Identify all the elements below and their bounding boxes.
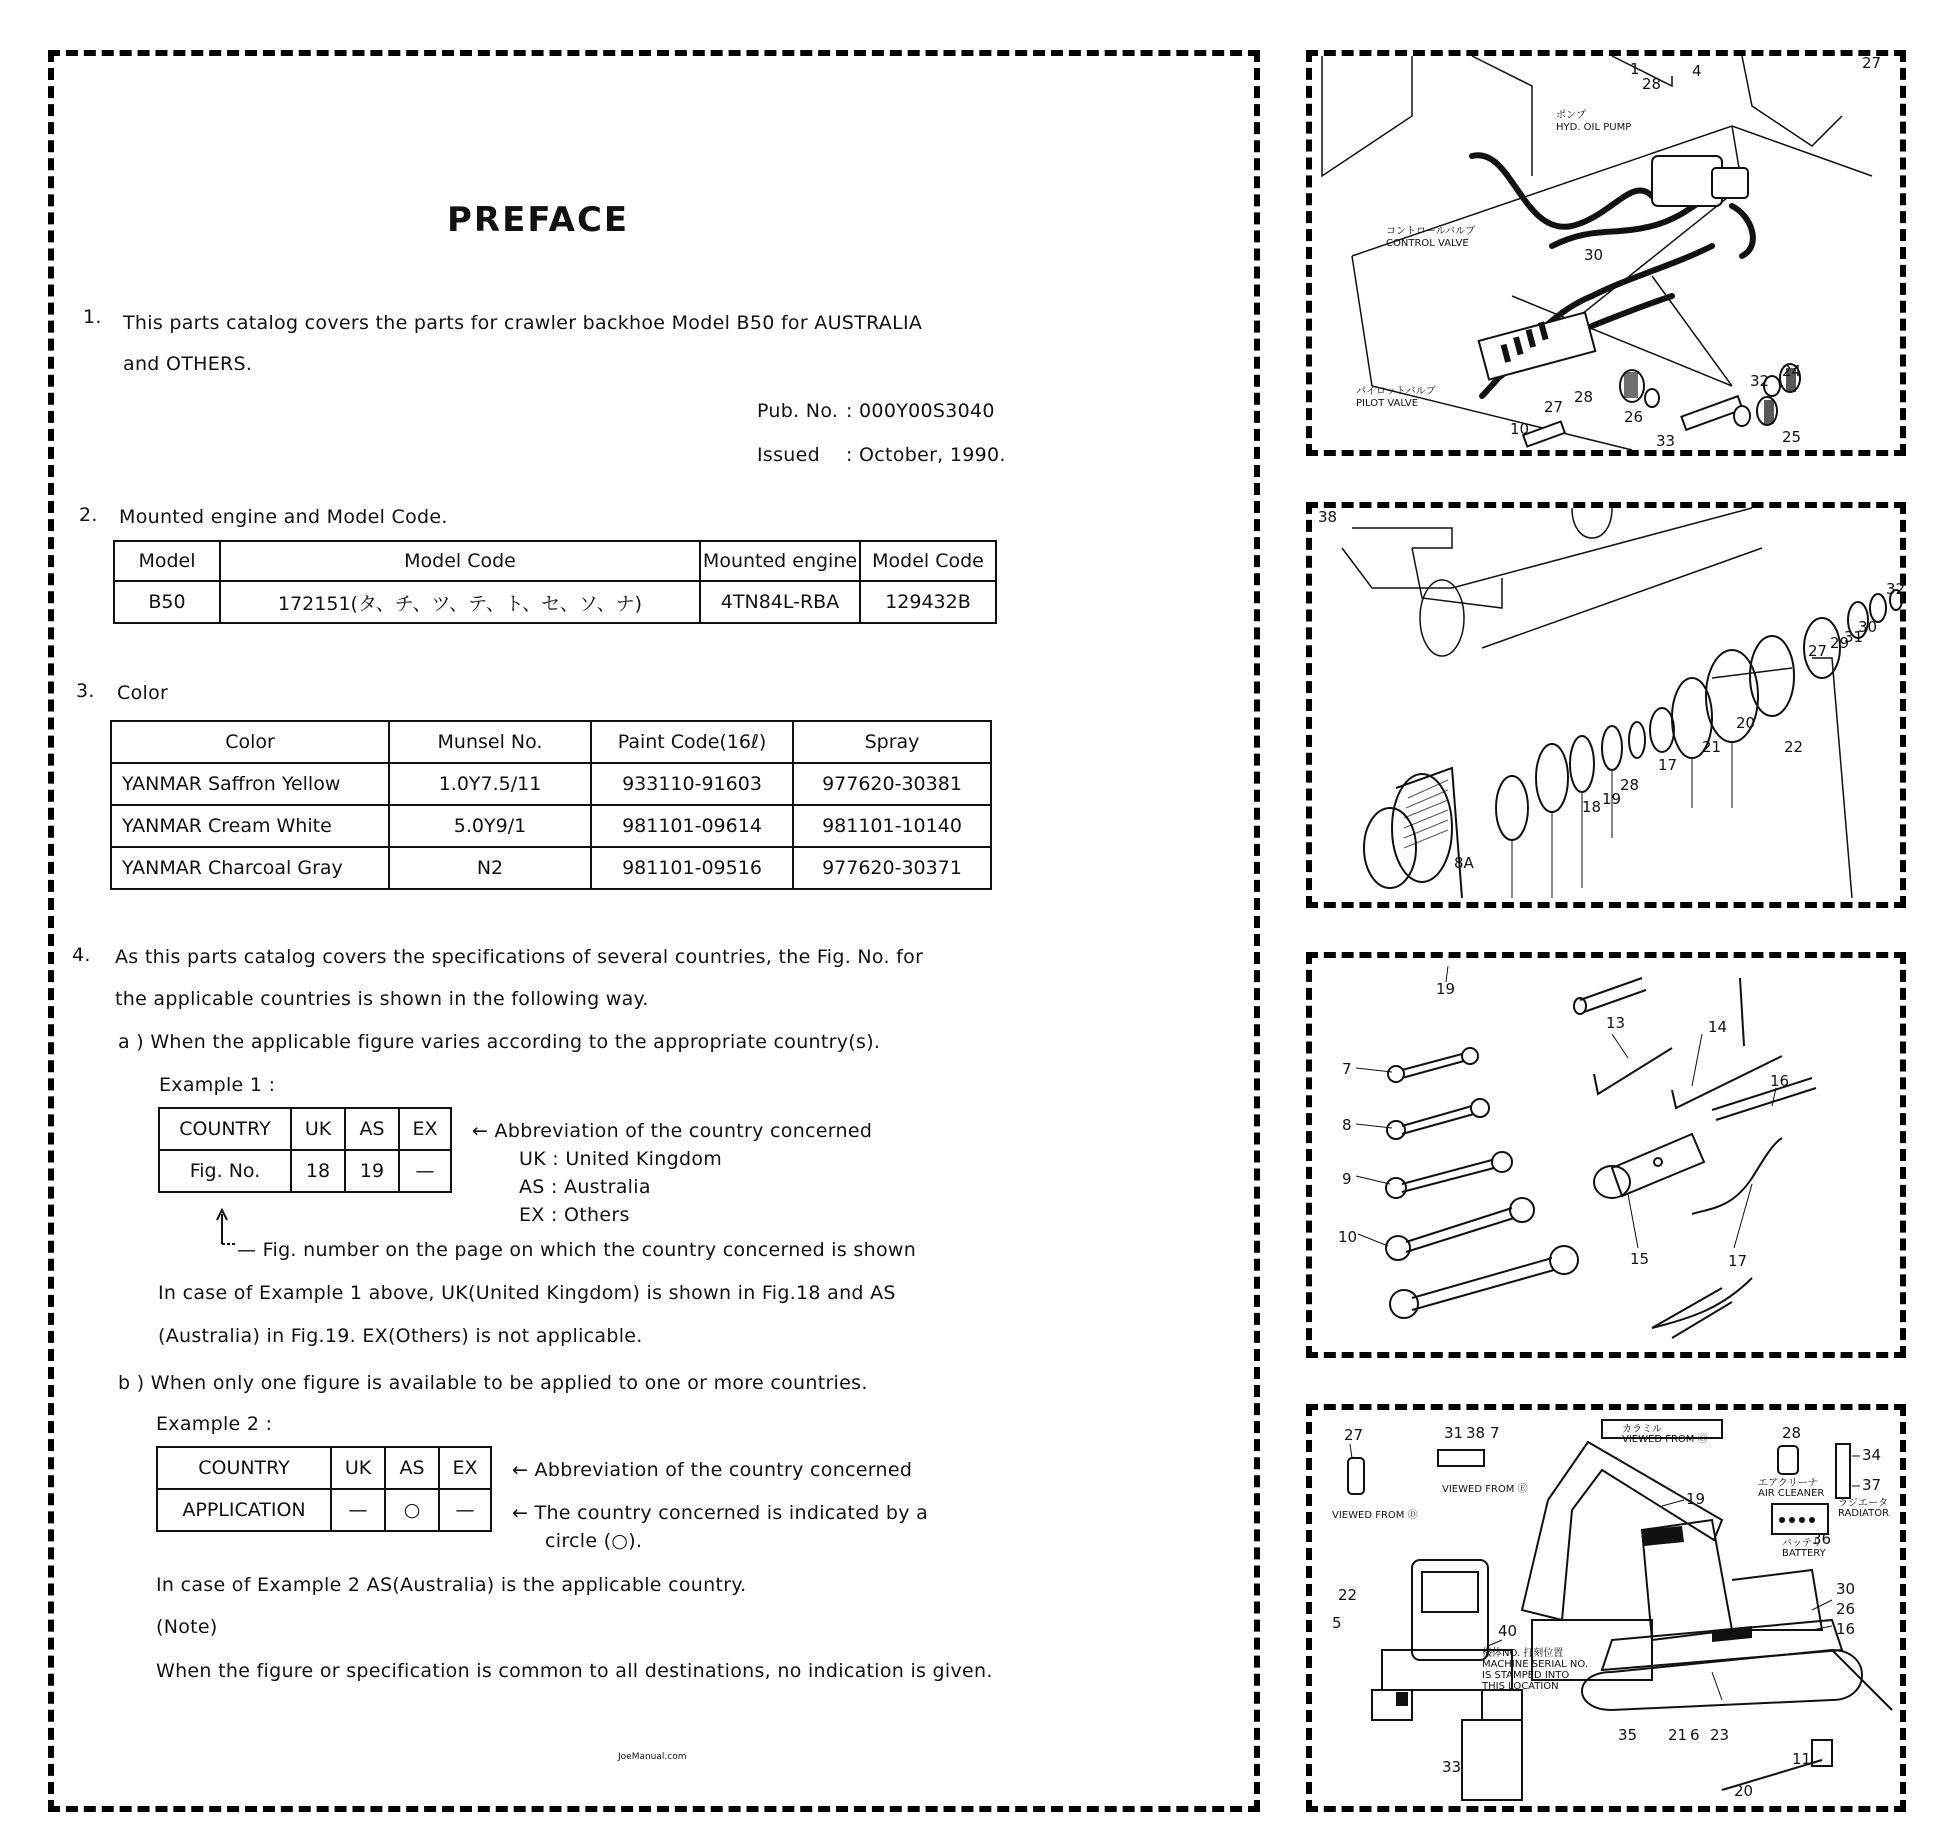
ex1-header: UK <box>291 1108 345 1150</box>
ex1-cell: — <box>399 1150 451 1192</box>
battery-label: BATTERY <box>1782 1548 1826 1559</box>
callout: 5 <box>1332 1614 1342 1632</box>
pilot-valve-label: PILOT VALVE <box>1356 398 1419 409</box>
callout: 21 <box>1702 738 1722 756</box>
ex2-cell: — <box>331 1489 385 1531</box>
engine-table-cell: B50 <box>114 581 220 623</box>
pub-label: Pub. No. <box>757 400 839 422</box>
callout: 11 <box>1792 1750 1812 1768</box>
case-b-line: b ) When only one figure is available to be applied to one or more countries. <box>118 1372 868 1394</box>
callout: 30 <box>1836 1580 1856 1598</box>
ex-note: EX : Others <box>519 1204 630 1226</box>
callout: 28 <box>1620 776 1640 794</box>
callout: 27 <box>1862 54 1882 72</box>
callout: 19 <box>1602 790 1622 808</box>
callout: 30 <box>1584 246 1604 264</box>
abbreviation-note: ← Abbreviation of the country concerned <box>472 1120 873 1142</box>
radiator-label: RADIATOR <box>1838 1508 1890 1519</box>
color-table-header: Paint Code(16ℓ) <box>591 721 793 763</box>
engine-table-header: Model <box>114 541 220 581</box>
callout: 24 <box>1782 362 1802 380</box>
ex2-header: UK <box>331 1447 385 1489</box>
note-label: (Note) <box>156 1616 218 1638</box>
callout: 22 <box>1784 738 1804 756</box>
issued-label: Issued <box>757 444 820 466</box>
callout: 30 <box>1858 618 1878 636</box>
item1-line1: This parts catalog covers the parts for crawler backhoe Model B50 for AUSTRALIA <box>123 312 923 334</box>
ex2-header: EX <box>439 1447 491 1489</box>
paint-code-cell: 981101-09516 <box>591 847 793 889</box>
ex2-cell: APPLICATION <box>157 1489 331 1531</box>
callout: 15 <box>1630 1250 1650 1268</box>
callout: 7 <box>1490 1424 1500 1442</box>
callout: 10 <box>1338 1228 1358 1246</box>
callout: 27 <box>1808 642 1828 660</box>
callout: 17 <box>1658 756 1678 774</box>
engine-table-cell: 129432B <box>860 581 996 623</box>
callout: 37 <box>1862 1476 1882 1494</box>
callout: 28 <box>1642 75 1662 93</box>
color-table <box>110 720 992 890</box>
ex1-header: EX <box>399 1108 451 1150</box>
serial-jp-label: 機体NO. 打刻位置 <box>1482 1648 1564 1659</box>
callout: 17 <box>1728 1252 1748 1270</box>
callout: 14 <box>1708 1018 1728 1036</box>
callout: 20 <box>1736 714 1756 732</box>
view-e-label: VIEWED FROM Ⓔ <box>1442 1484 1528 1495</box>
engine-table-header: Model Code <box>860 541 996 581</box>
callout: 38 <box>1466 1424 1486 1442</box>
item1-line2: and OTHERS. <box>123 353 253 375</box>
callout: 16 <box>1770 1072 1790 1090</box>
spray-cell: 981101-10140 <box>793 805 991 847</box>
spray-cell: 977620-30371 <box>793 847 991 889</box>
ex2-header: AS <box>385 1447 439 1489</box>
callout: 4 <box>1692 62 1702 80</box>
munsel-cell: N2 <box>389 847 591 889</box>
circle-note-line1: ← The country concerned is indicated by a <box>512 1502 929 1524</box>
engine-table-cell: 4TN84L-RBA <box>700 581 860 623</box>
color-name-cell: YANMAR Saffron Yellow <box>111 763 389 805</box>
pump-label: HYD. OIL PUMP <box>1556 122 1632 133</box>
tools-diagram <box>1312 958 1900 1352</box>
munsel-cell: 5.0Y9/1 <box>389 805 591 847</box>
item3-heading: Color <box>117 682 169 704</box>
spray-cell: 977620-30381 <box>793 763 991 805</box>
ex1-header: AS <box>345 1108 399 1150</box>
callout: 28 <box>1574 388 1594 406</box>
item4-line2: the applicable countries is shown in the following way. <box>115 988 649 1010</box>
callout: 20 <box>1734 1782 1754 1800</box>
engine-table-cell: 172151(タ、チ、ツ、テ、ト、セ、ソ、ナ) <box>220 581 700 623</box>
color-table-header: Spray <box>793 721 991 763</box>
control-valve-jp-label: コントロールバルブ <box>1386 226 1476 237</box>
view-c-label: VIEWED FROM Ⓒ <box>1622 1434 1708 1445</box>
callout: 36 <box>1812 1530 1832 1548</box>
callout: 7 <box>1342 1060 1352 1078</box>
callout: 8A <box>1454 854 1474 872</box>
callout: 28 <box>1782 1424 1802 1442</box>
engine-model-table <box>113 540 997 624</box>
callout: 18 <box>1582 798 1602 816</box>
ex1-cell: 18 <box>291 1150 345 1192</box>
callout: 19 <box>1436 980 1456 998</box>
item2-heading: Mounted engine and Model Code. <box>119 506 448 528</box>
hydraulic-diagram <box>1312 56 1900 450</box>
callout: 33 <box>1442 1758 1462 1776</box>
engine-table-header: Model Code <box>220 541 700 581</box>
callout: 32 <box>1750 372 1770 390</box>
pump-jp-label: ポンプ <box>1556 110 1586 121</box>
callout: 35 <box>1618 1726 1638 1744</box>
callout: 16 <box>1836 1620 1856 1638</box>
callout: 6 <box>1690 1726 1700 1744</box>
paint-code-cell: 933110-91603 <box>591 763 793 805</box>
color-name-cell: YANMAR Cream White <box>111 805 389 847</box>
callout: 27 <box>1344 1426 1364 1444</box>
callout: 34 <box>1862 1446 1882 1464</box>
callout: 26 <box>1836 1600 1856 1618</box>
example1-table <box>158 1107 452 1193</box>
case2-line: In case of Example 2 AS(Australia) is the applicable country. <box>156 1574 747 1596</box>
control-valve-label: CONTROL VALVE <box>1386 238 1469 249</box>
view-d-label: VIEWED FROM Ⓓ <box>1332 1510 1418 1521</box>
item4-line1: As this parts catalog covers the specifications of several countries, the Fig. No. for <box>115 946 924 968</box>
example2-label: Example 2 : <box>156 1413 273 1435</box>
callout: 40 <box>1498 1622 1518 1640</box>
callout: 38 <box>1318 508 1338 526</box>
callout: 1 <box>1630 60 1640 78</box>
page-title: PREFACE <box>447 200 630 240</box>
view-c-jp-label: カラミル <box>1622 1424 1662 1435</box>
color-table-header: Color <box>111 721 389 763</box>
callout: 9 <box>1342 1170 1352 1188</box>
footer-watermark: JoeManual.com <box>618 1752 687 1762</box>
example2-table <box>156 1446 492 1532</box>
callout: 31 <box>1444 1424 1464 1442</box>
item1-number: 1. <box>83 306 102 328</box>
callout: 22 <box>1338 1586 1358 1604</box>
munsel-cell: 1.0Y7.5/11 <box>389 763 591 805</box>
serial-line2: IS STAMPED INTO <box>1482 1670 1570 1681</box>
color-table-header: Munsel No. <box>389 721 591 763</box>
callout: 13 <box>1606 1014 1626 1032</box>
case-a-line: a ) When the applicable figure varies according to the appropriate country(s). <box>118 1031 881 1053</box>
ex2-cell: — <box>439 1489 491 1531</box>
ex1-cell: 19 <box>345 1150 399 1192</box>
ex2-header: COUNTRY <box>157 1447 331 1489</box>
radiator-jp-label: ラジエータ <box>1838 1498 1888 1509</box>
note-text: When the figure or specification is common to all destinations, no indication is given. <box>156 1660 993 1682</box>
circle-note-line2: circle (○). <box>545 1530 643 1552</box>
as-note: AS : Australia <box>519 1176 651 1198</box>
ex2-cell: ○ <box>385 1489 439 1531</box>
uk-note: UK : United Kingdom <box>519 1148 723 1170</box>
callout: 10 <box>1510 420 1530 438</box>
issued-value: : October, 1990. <box>846 444 1006 466</box>
ex1-header: COUNTRY <box>159 1108 291 1150</box>
case1-line1: In case of Example 1 above, UK(United Kingdom) is shown in Fig.18 and AS <box>158 1282 896 1304</box>
battery-jp-label: バッテリ <box>1782 1538 1822 1549</box>
item3-number: 3. <box>76 680 95 702</box>
callout: 25 <box>1782 428 1802 446</box>
case1-line2: (Australia) in Fig.19. EX(Others) is not applicable. <box>158 1325 643 1347</box>
callout: 32 <box>1886 580 1906 598</box>
ex1-cell: Fig. No. <box>159 1150 291 1192</box>
cylinder-diagram <box>1312 508 1906 902</box>
serial-line3: THIS LOCATION <box>1482 1681 1559 1692</box>
pub-value: : 000Y00S3040 <box>846 400 995 422</box>
callout: 21 <box>1668 1726 1688 1744</box>
example1-label: Example 1 : <box>159 1074 276 1096</box>
air-cleaner-label: AIR CLEANER <box>1758 1488 1825 1499</box>
color-name-cell: YANMAR Charcoal Gray <box>111 847 389 889</box>
abbreviation-note-2: ← Abbreviation of the country concerned <box>512 1459 913 1481</box>
decal-location-diagram <box>1312 1410 1900 1806</box>
callout: 19 <box>1686 1490 1706 1508</box>
callout: 26 <box>1624 408 1644 426</box>
engine-table-header: Mounted engine <box>700 541 860 581</box>
serial-line1: MACHINE SERIAL NO. <box>1482 1659 1589 1670</box>
callout: 33 <box>1656 432 1676 450</box>
pilot-valve-jp-label: パイロットバルブ <box>1356 386 1436 397</box>
callout: 29 <box>1830 634 1850 652</box>
callout: 23 <box>1710 1726 1730 1744</box>
callout: 31 <box>1844 628 1864 646</box>
item2-number: 2. <box>79 504 98 526</box>
paint-code-cell: 981101-09614 <box>591 805 793 847</box>
item4-number: 4. <box>72 944 91 966</box>
air-cleaner-jp-label: エアクリーナ <box>1758 1478 1818 1489</box>
fig-number-note: — Fig. number on the page on which the country concerned is shown <box>237 1239 917 1261</box>
callout: 8 <box>1342 1116 1352 1134</box>
callout: 27 <box>1544 398 1564 416</box>
